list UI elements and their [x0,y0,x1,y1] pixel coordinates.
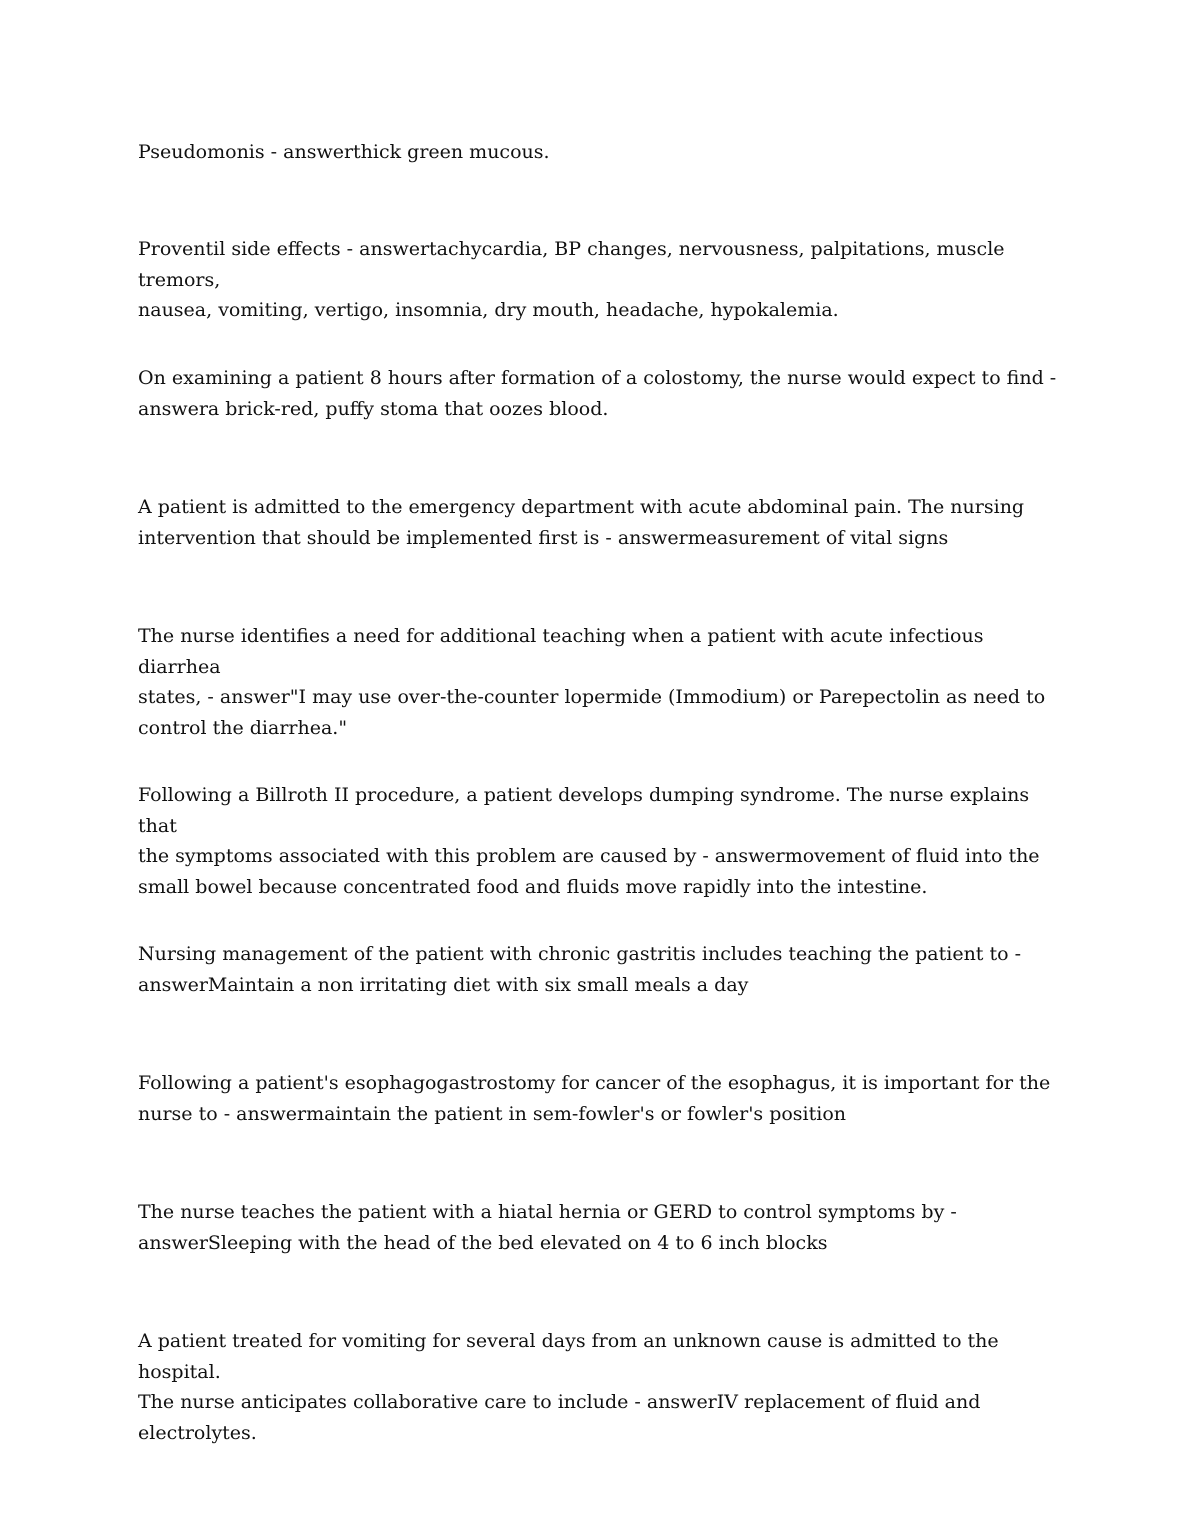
qa-paragraph-proventil: Proventil side effects - answertachycardia, BP changes, nervousness, palpitations, muscle tremors, nausea, vomiting, vertigo, insomnia, dry mouth, headache, hypokalemia. [138,238,1005,321]
qa-paragraph-hiatal-hernia: The nurse teaches the patient with a hiatal hernia or GERD to control symptoms by - answerSleeping with the head of the bed elevated on 4 to 6 inch blocks [138,1201,957,1254]
qa-paragraph-gastritis: Nursing management of the patient with chronic gastritis includes teaching the patient to - answerMaintain a non irritating diet with six small meals a day [138,943,1022,996]
qa-paragraph-abdominal-pain: A patient is admitted to the emergency department with acute abdominal pain. The nursing intervention that should be implemented first is - answermeasurement of vital signs [138,496,1025,549]
qa-paragraph-colostomy: On examining a patient 8 hours after formation of a colostomy, the nurse would expect to find - answera brick-red, puffy stoma that oozes blood. [138,367,1057,420]
qa-paragraph-vomiting: A patient treated for vomiting for several days from an unknown cause is admitted to the hospital. The nurse anticipates collaborative care to include - answerIV replacement of fluid and electrolytes. [138,1330,999,1444]
qa-paragraph-pseudomonis: Pseudomonis - answerthick green mucous. [138,141,550,163]
qa-paragraph-billroth: Following a Billroth II procedure, a patient develops dumping syndrome. The nurse explains that the symptoms associated with this problem are caused by - answermovement of fluid into the small bowel because concentrated food and fluids move rapidly into the intestine. [138,784,1040,898]
qa-paragraph-diarrhea: The nurse identifies a need for additional teaching when a patient with acute infectious diarrhea states, - answer"I may use over-the-counter lopermide (Immodium) or Parepectolin as need to control the diarrhea." [138,625,1046,739]
qa-paragraph-esophagogastrostomy: Following a patient's esophagogastrostomy for cancer of the esophagus, it is important for the nurse to - answermaintain the patient in sem-fowler's or fowler's position [138,1072,1051,1125]
